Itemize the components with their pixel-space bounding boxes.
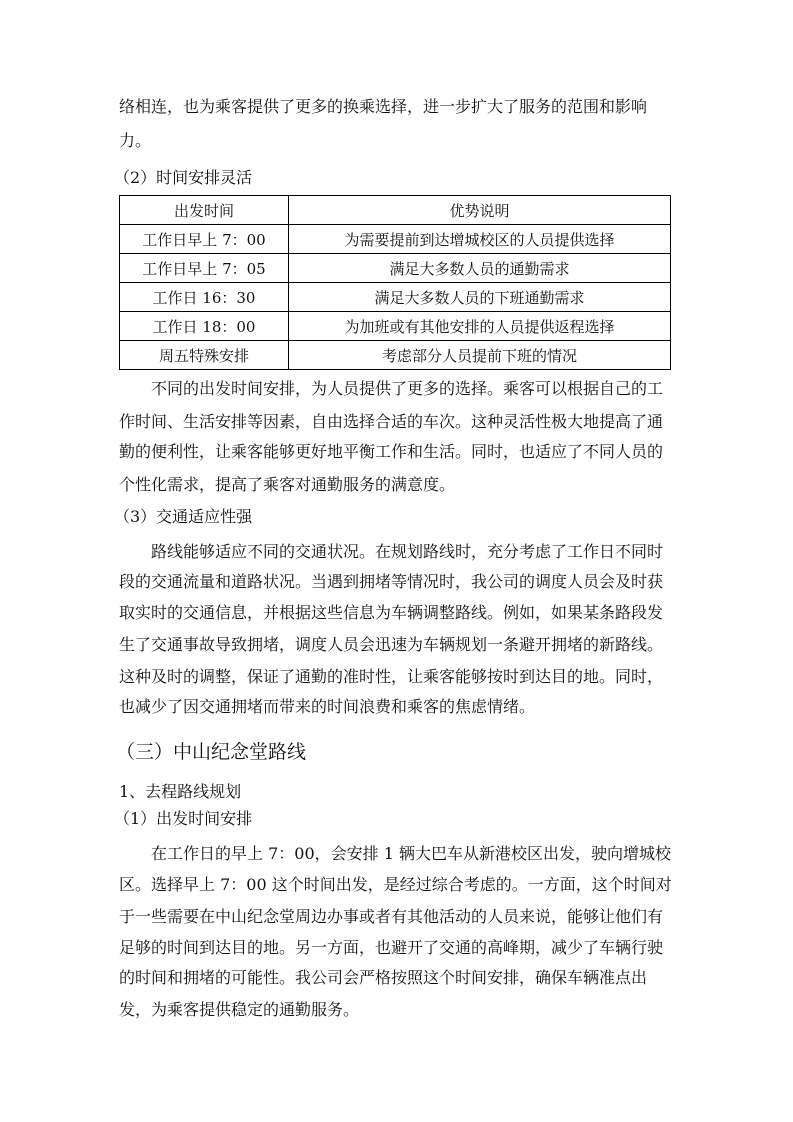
table-cell: 工作日 18：00 [120,312,289,341]
section-title: （三）中山纪念堂路线 [116,741,307,763]
table-row [120,283,671,312]
body-text-line: 力。 [119,131,152,150]
table-header: 出发时间 [120,196,289,225]
body-text-line: 取实时的交通信息，并根据这些信息为车辆调整路线。例如，如果某条路段发 [119,603,664,622]
body-text-line: 这种及时的调整，保证了通勤的准时性，让乘客能够按时到达目的地。同时， [119,667,664,686]
table-cell: 为需要提前到达增城校区的人员提供选择 [289,225,671,254]
body-text-line: 络相连，也为乘客提供了更多的换乘选择，进一步扩大了服务的范围和影响 [119,97,648,116]
table-row [120,312,671,341]
departure-time-table [119,195,671,370]
body-text-line: 足够的时间到达目的地。另一方面，也避开了交通的高峰期，减少了车辆行驶 [119,938,664,957]
body-text-line: 勤的便利性，让乘客能够更好地平衡工作和生活。同时，也适应了不同人员的 [119,442,664,461]
body-text-line: 生了交通事故导致拥堵，调度人员会迅速为车辆规划一条避开拥堵的新路线。 [119,635,664,654]
body-text-line: 个性化需求，提高了乘客对通勤服务的满意度。 [119,475,456,494]
table-row [120,225,671,254]
subheading-time: （2）时间安排灵活 [114,168,253,187]
table-cell: 工作日 16：30 [120,283,289,312]
table-cell: 满足大多数人员的通勤需求 [289,254,671,283]
body-text-line: 在工作日的早上 7：00，会安排 1 辆大巴车从新港校区出发，驶向增城校 [151,844,671,863]
body-text-line: 发，为乘客提供稳定的通勤服务。 [119,1000,360,1019]
table-row [120,341,671,370]
body-text-line: 不同的出发时间安排，为人员提供了更多的选择。乘客可以根据自己的工 [151,379,664,398]
table-cell: 工作日早上 7：05 [120,254,289,283]
table-cell: 满足大多数人员的下班通勤需求 [289,283,671,312]
body-text-line: 路线能够适应不同的交通状况。在规划路线时，充分考虑了工作日不同时 [151,542,664,561]
body-text-line: 于一些需要在中山纪念堂周边办事或者有其他活动的人员来说，能够让他们有 [119,907,664,926]
table-cell: 为加班或有其他安排的人员提供返程选择 [289,312,671,341]
table-cell: 周五特殊安排 [120,341,289,370]
table-cell: 考虑部分人员提前下班的情况 [289,341,671,370]
table-header-row [120,196,671,225]
table-row [120,254,671,283]
body-text-line: 区。选择早上 7：00 这个时间出发，是经过综合考虑的。一方面，这个时间对 [119,875,672,894]
table-cell: 工作日早上 7：00 [120,225,289,254]
body-text-line: 段的交通流量和道路状况。当遇到拥堵等情况时，我公司的调度人员会及时获 [119,572,664,591]
subheading-depart: （1）出发时间安排 [114,809,253,828]
body-text-line: 也减少了因交通拥堵而带来的时间浪费和乘客的焦虑情绪。 [119,697,536,716]
sub-title: 1、去程路线规划 [119,782,242,801]
body-text-line: 的时间和拥堵的可能性。我公司会严格按照这个时间安排，确保车辆准点出 [119,968,648,987]
body-text-line: 作时间、生活安排等因素，自由选择合适的车次。这种灵活性极大地提高了通 [119,412,664,431]
table-header: 优势说明 [289,196,671,225]
subheading-traffic: （3）交通适应性强 [114,507,253,526]
